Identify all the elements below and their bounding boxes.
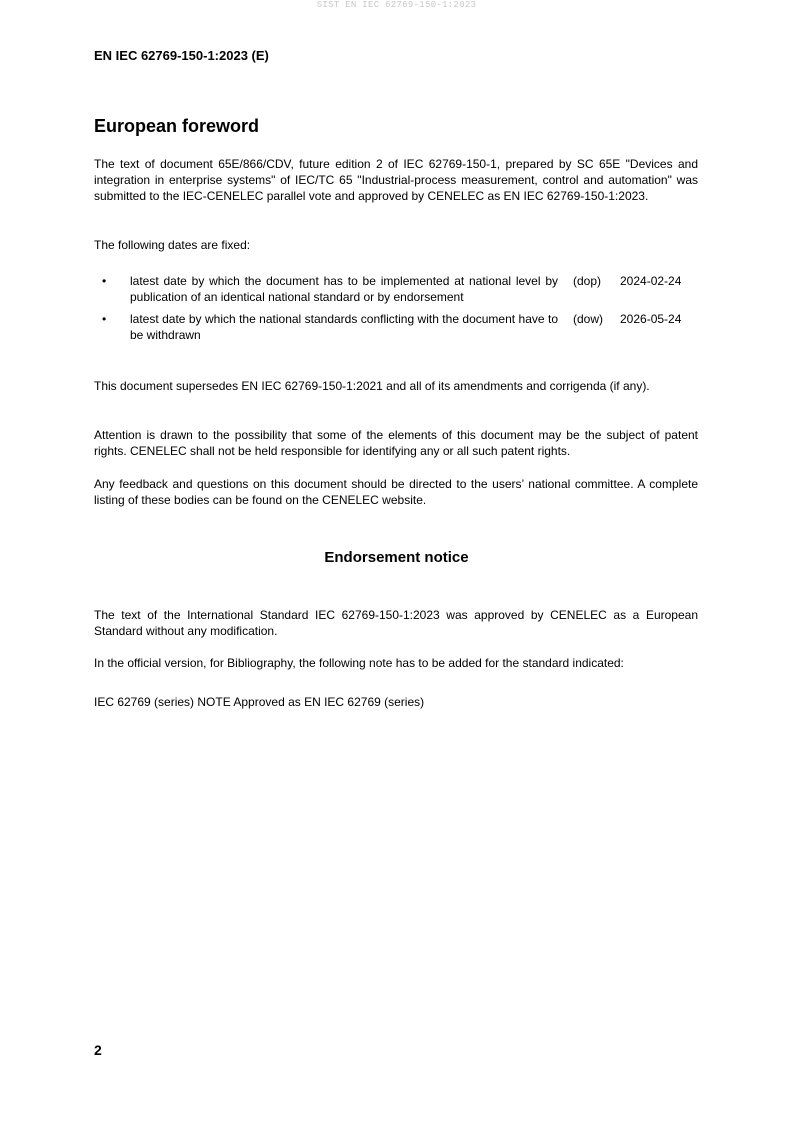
page-number: 2 [94,1042,102,1058]
bullet-icon: • [102,274,107,288]
bullet-icon: • [102,312,107,326]
supersedes-paragraph: This document supersedes EN IEC 62769-150-1:2021 and all of its amendments and corrigenda (if any). [94,379,650,393]
bibliography-instruction-paragraph: In the official version, for Bibliography, the following note has to be added for the standard indicated: [94,656,624,670]
foreword-intro-paragraph: The text of document 65E/866/CDV, future edition 2 of IEC 62769-150-1, prepared by SC 65E "Devices and integration in enterprise systems" of IEC/TC 65 "Industrial-process measurement, control and automation" was submitted to the IEC-CENELEC parallel vote and approved by CENELEC as EN IEC 62769-150-1:2023. [94,157,698,203]
document-header-id: EN IEC 62769-150-1:2023 (E) [94,48,269,63]
bibliography-note: IEC 62769 (series) NOTE Approved as EN IEC 62769 (series) [94,695,425,709]
date-item-date: 2024-02-24 [620,274,682,288]
endorsement-title: Endorsement notice [324,549,469,566]
date-item-code: (dow) [573,312,604,326]
feedback-paragraph: Any feedback and questions on this document should be directed to the users’ national committee. A complete listing of these bodies can be found on the CENELEC website. [94,477,698,507]
dates-intro-paragraph: The following dates are fixed: [94,238,251,252]
foreword-title: European foreword [94,116,260,136]
watermark: SIST EN IEC 62769-150-1:2023 [316,0,477,10]
date-item-code: (dop) [573,274,602,288]
date-item-text: latest date by which the document has to be implemented at national level by publication of an identical national standard or by endorsement [130,274,558,304]
patent-paragraph: Attention is drawn to the possibility that some of the elements of this document may be the subject of patent rights. CENELEC shall not be held responsible for identifying any or all such patent rights. [94,428,698,458]
date-item-date: 2026-05-24 [620,312,682,326]
date-item-text: latest date by which the national standards conflicting with the document have to be withdrawn [130,312,558,342]
endorsement-text-paragraph: The text of the International Standard IEC 62769-150-1:2023 was approved by CENELEC as a European Standard without any modification. [94,608,698,638]
